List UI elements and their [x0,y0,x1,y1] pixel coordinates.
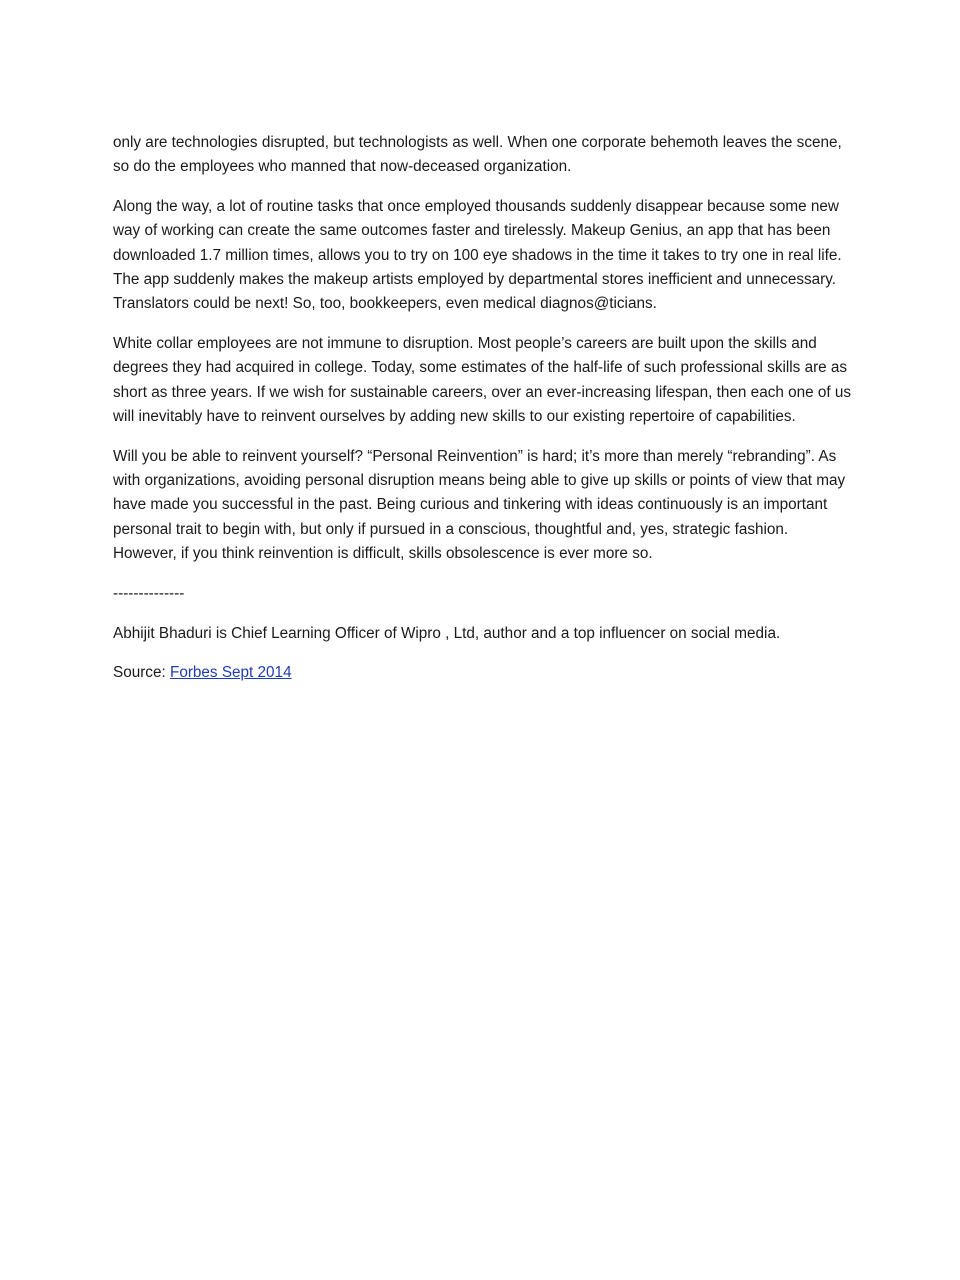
paragraph-routine-tasks: Along the way, a lot of routine tasks that once employed thousands suddenly disappear because some new way of working can create the same outcomes faster and tirelessly. Makeup Genius, an app that has been downloaded 1.7 million times, allows you to try on 100 eye shadows in the time it takes to try one in real life. The app suddenly makes the makeup artists employed by departmental stores inefficient and unnecessary. Translators could be next! So, too, bookkeepers, even medical diagnos@ticians. [113,198,842,313]
source-label: Source: [113,664,170,682]
paragraph-white-collar: White collar employees are not immune to disruption. Most people’s careers are built upon the skills and degrees they had acquired in college. Today, some estimates of the half-life of such professional skills are as short as three years. If we wish for sustainable careers, over an ever-increasing lifespan, then each one of us will inevitably have to reinvent ourselves by adding new skills to our existing repertoire of capabilities. [113,335,852,425]
paragraph-reinvent-yourself: Will you be able to reinvent yourself? “Personal Reinvention” is hard; it’s more than merely “rebranding”. As with organizations, avoiding personal disruption means being able to give up skills or points of view that may have made you successful in the past. Being curious and tinkering with ideas continuously is an important personal trait to begin with, but only if pursued in a conscious, thoughtful and, yes, strategic fashion. However, if you think reinvention is difficult, skills obsolescence is ever more so. [113,447,846,562]
author-bio: Abhijit Bhaduri is Chief Learning Officer of Wipro , Ltd, author and a top influencer on social media. [113,624,781,642]
document-body [113,131,853,701]
source-link[interactable]: Forbes Sept 2014 [169,664,292,682]
paragraph-disrupted-technologists: only are technologies disrupted, but technologists as well. When one corporate behemoth leaves the scene, so do the employees who manned that now-deceased organization. [113,134,842,176]
separator-line: -------------- [113,584,185,602]
source-line [113,661,853,685]
